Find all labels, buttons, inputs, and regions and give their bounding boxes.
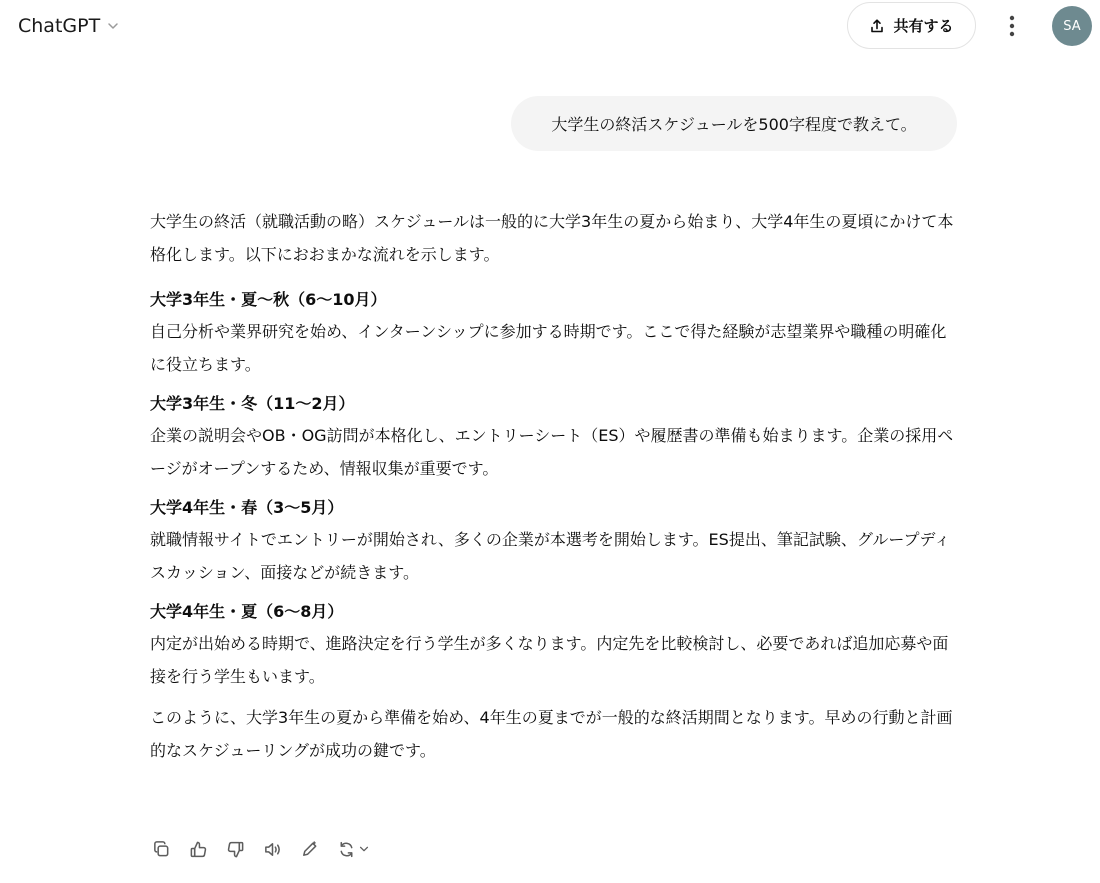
answer-intro: 大学生の終活（就職活動の略）スケジュールは一般的に大学3年生の夏から始まり、大学4年生の夏頃にかけて本格化します。以下におおまかな流れを示します。 (150, 212, 954, 264)
chevron-down-icon (106, 19, 120, 33)
avatar[interactable]: SA (1052, 6, 1092, 46)
good-response-button[interactable] (185, 836, 211, 862)
section-body: 企業の説明会やOB・OG訪問が本格化し、エントリーシート（ES）や履歴書の準備も始まります。企業の採用ページがオープンするため、情報収集が重要です。 (150, 426, 954, 478)
read-aloud-icon (263, 840, 282, 859)
assistant-message (150, 205, 960, 767)
schedule-section (150, 493, 960, 589)
share-label: 共有する (893, 17, 954, 35)
section-body: 自己分析や業界研究を始め、インターンシップに参加する時期です。ここで得た経験が志望業界や職種の明確化に役立ちます。 (150, 322, 947, 374)
model-name: ChatGPT (18, 15, 101, 37)
more-options-button[interactable] (998, 10, 1026, 42)
thumbs-up-icon (189, 840, 208, 859)
answer-conclusion: このように、大学3年生の夏から準備を始め、4年生の夏までが一般的な終活期間となります。早めの行動と計画的なスケジューリングが成功の鍵です。 (150, 708, 953, 760)
copy-icon (152, 840, 171, 859)
bad-response-button[interactable] (222, 836, 248, 862)
user-message-bubble (511, 96, 957, 151)
regenerate-icon (337, 840, 356, 859)
copy-button[interactable] (148, 836, 174, 862)
schedule-section (150, 389, 960, 485)
section-heading: 大学4年生・夏（6〜8月） (150, 602, 344, 621)
edit-icon (300, 840, 319, 859)
section-body: 内定が出始める時期で、進路決定を行う学生が多くなります。内定先を比較検討し、必要であれば追加応募や面接を行う学生もいます。 (150, 634, 949, 686)
schedule-section (150, 285, 960, 381)
section-heading: 大学3年生・夏〜秋（6〜10月） (150, 290, 387, 309)
schedule-section (150, 597, 960, 693)
share-icon (869, 18, 885, 34)
top-bar (0, 0, 1100, 52)
model-selector[interactable] (18, 12, 120, 40)
message-actions (148, 836, 384, 862)
read-aloud-button[interactable] (259, 836, 285, 862)
share-button[interactable] (847, 2, 976, 49)
regenerate-button[interactable] (333, 836, 373, 862)
user-message-text: 大学生の終活スケジュールを500字程度で教えて。 (551, 115, 917, 134)
section-heading: 大学3年生・冬（11〜2月） (150, 394, 355, 413)
section-heading: 大学4年生・春（3〜5月） (150, 498, 344, 517)
section-body: 就職情報サイトでエントリーが開始され、多くの企業が本選考を開始します。ES提出、筆記試験、グループディスカッション、面接などが続きます。 (150, 530, 951, 582)
edit-in-canvas-button[interactable] (296, 836, 322, 862)
chevron-down-icon (358, 843, 370, 855)
thumbs-down-icon (226, 840, 245, 859)
kebab-menu-icon (1009, 15, 1015, 37)
